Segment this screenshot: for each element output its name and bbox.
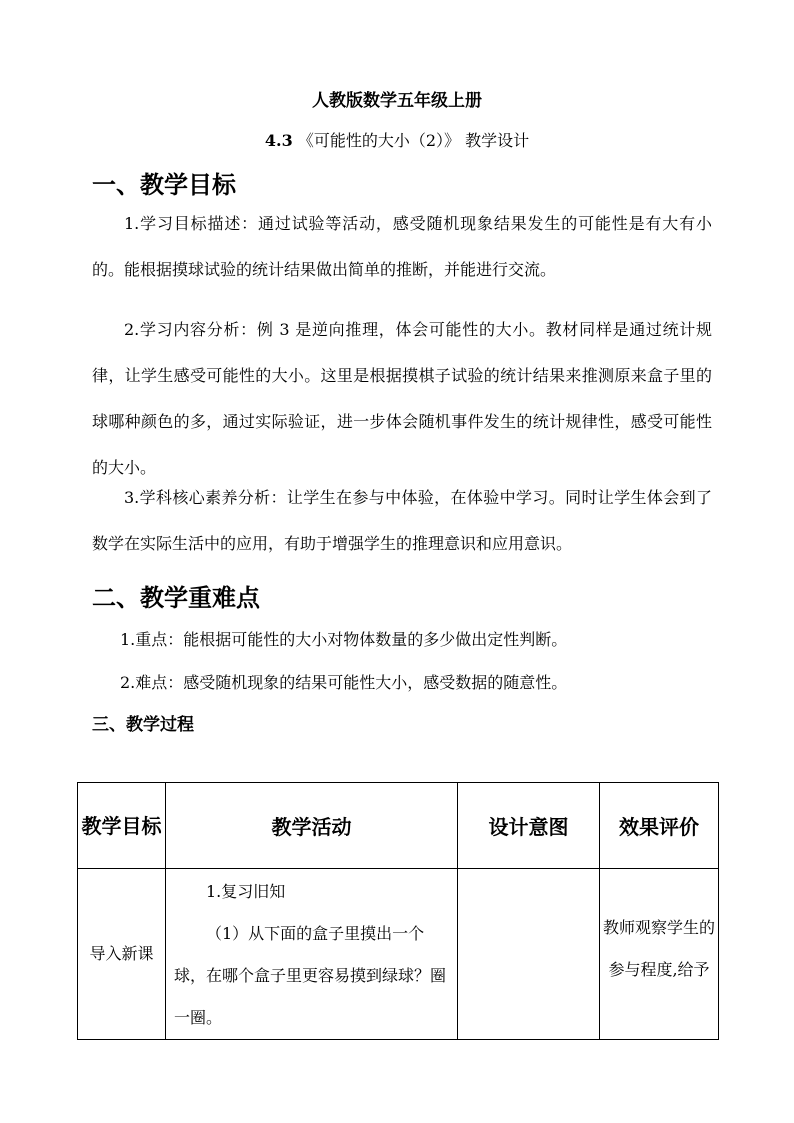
document-title: 人教版数学五年级上册 (312, 91, 482, 111)
lesson-title: 《可能性的大小（2）》 教学设计 (297, 131, 530, 150)
section-heading-process: 三、教学过程 (92, 715, 194, 735)
objective-paragraph-2: 2.学习内容分析：例 3 是逆向推理，体会可能性的大小。教材同样是通过统计规律，让学生感受可能性的大小。这里是根据摸棋子试验的统计结果来推测原来盒子里的球哪种颜色的多，通过实际验证，进一步体会随机事件发生的统计规律性，感受可能性的大小。 (92, 320, 712, 477)
header-cell-evaluation: 效果评价 (600, 783, 719, 869)
section-heading-objectives: 一、教学目标 (92, 170, 236, 199)
objective-paragraph-1: 1.学习目标描述：通过试验等活动，感受随机现象结果发生的可能性是有大有小的。能根据摸球试验的统计结果做出简单的推断，并能进行交流。 (92, 214, 712, 279)
header-cell-intent: 设计意图 (458, 783, 600, 869)
activity-cell (166, 869, 458, 1040)
table-row (78, 869, 719, 1040)
header-cell-activity: 教学活动 (166, 783, 458, 869)
header-cell-goal: 教学目标 (78, 783, 166, 869)
activity-question: （1）从下面的盒子里摸出一个球，在哪个盒子里更容易摸到绿球？圈一圈。 (174, 924, 447, 1027)
intent-cell (458, 869, 600, 1040)
lesson-plan-table (77, 782, 719, 1040)
section-heading-key-points: 二、教学重难点 (92, 583, 260, 612)
activity-step-title: 1.复习旧知 (206, 882, 286, 901)
key-point-line: 1.重点：能根据可能性的大小对物体数量的多少做出定性判断。 (120, 630, 568, 649)
goal-cell: 导入新课 (78, 869, 166, 1040)
difficult-point-line: 2.难点：感受随机现象的结果可能性大小，感受数据的随意性。 (120, 673, 568, 692)
evaluation-cell: 教师观察学生的参与程度,给予 (600, 869, 719, 1040)
document-subtitle (0, 128, 794, 151)
table-header-row (78, 783, 719, 869)
lesson-number: 4.3 (264, 131, 293, 150)
objective-paragraph-3: 3.学科核心素养分析：让学生在参与中体验，在体验中学习。同时让学生体会到了数学在实际生活中的应用，有助于增强学生的推理意识和应用意识。 (92, 488, 712, 553)
